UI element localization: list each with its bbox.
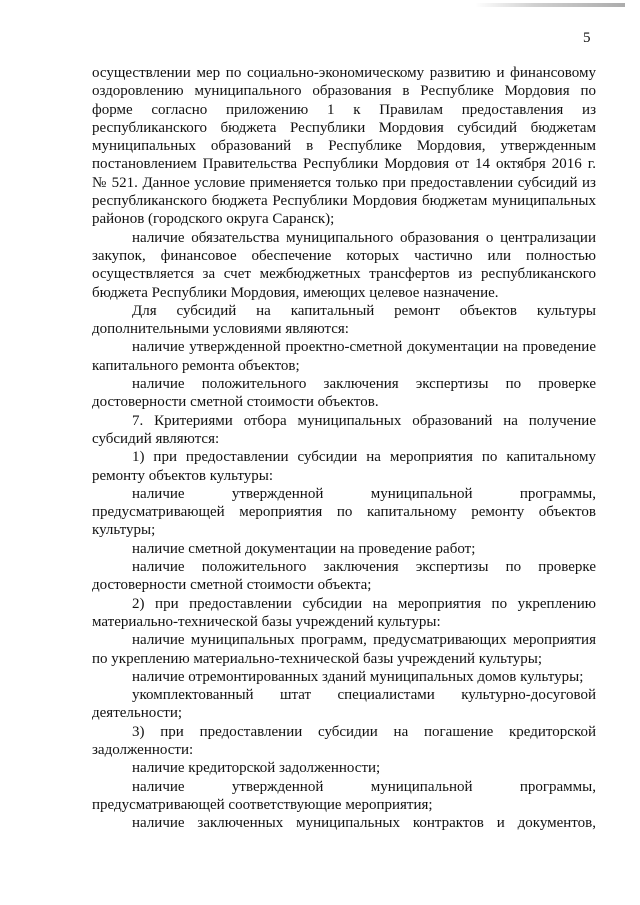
- paragraph-staffing: укомплектованный штат специалистами культурно-досуговой деятельности;: [92, 687, 596, 722]
- paragraph-municipal-program: наличие утвержденной муниципальной программы, предусматривающей мероприятия по капитальному ремонту объектов культуры;: [92, 485, 596, 539]
- paragraph-payables: наличие кредиторской задолженности;: [132, 760, 381, 777]
- paragraph-renovated-buildings: наличие отремонтированных зданий муниципальных домов культуры;: [132, 668, 584, 685]
- document-body: [92, 64, 596, 832]
- paragraph-design-documentation: наличие утвержденной проектно-сметной документации на проведение капитального ремонта объектов;: [92, 339, 596, 374]
- paragraph-criterion-3: 3) при предоставлении субсидии на погашение кредиторской задолженности:: [92, 723, 596, 758]
- paragraph-estimate-review: наличие положительного заключения экспертизы по проверке достоверности сметной стоимости объекта;: [92, 559, 596, 594]
- paragraph-estimate-documentation: наличие сметной документации на проведение работ;: [132, 540, 476, 557]
- paragraph-criterion-2: 2) при предоставлении субсидии на мероприятия по укреплению материально-технической базы учреждений культуры:: [92, 595, 596, 630]
- paragraph-selection-criteria: 7. Критериями отбора муниципальных образований на получение субсидий являются:: [92, 412, 596, 447]
- page-number: 5: [583, 30, 591, 46]
- paragraph-criterion-1: 1) при предоставлении субсидии на мероприятия по капитальному ремонту объектов культуры:: [92, 449, 596, 484]
- paragraph-approved-program: наличие утвержденной муниципальной программы, предусматривающей соответствующие мероприятия;: [92, 778, 596, 813]
- paragraph-procurement-obligation: наличие обязательства муниципального образования о централизации закупок, финансовое обеспечение которых частично или полностью осуществляется за счет межбюджетных трансфертов из республиканского бюджета Республики Мордовия, имеющих целевое назначение.: [92, 229, 596, 301]
- paragraph-contracts: наличие заключенных муниципальных контрактов и документов,: [132, 815, 596, 832]
- paragraph-expert-review: наличие положительного заключения экспертизы по проверке достоверности сметной стоимости объектов.: [92, 376, 596, 411]
- paragraph-conditions-continued: осуществлении мер по социально-экономическому развитию и финансовому оздоровлению муниципального образования в Республике Мордовия по форме согласно приложению 1 к Правилам предоставления из республиканского бюджета Республики Мордовия субсидий бюджетам муниципальных образований в Республике Мордовия, утвержденным постановлением Правительства Республики Мордовия от 14 октября 2016 г. № 521. Данное условие применяется только при предоставлении субсидий из республиканского бюджета Республики Мордовия бюджетам муниципальных районов (городского округа Саранск);: [92, 65, 596, 228]
- paragraph-municipal-programs: наличие муниципальных программ, предусматривающих мероприятия по укреплению материально-технической базы учреждений культуры;: [92, 632, 596, 667]
- paragraph-capital-repair-conditions: Для субсидий на капитальный ремонт объектов культуры дополнительными условиями являются:: [92, 302, 596, 338]
- scan-artifact: [475, 3, 625, 7]
